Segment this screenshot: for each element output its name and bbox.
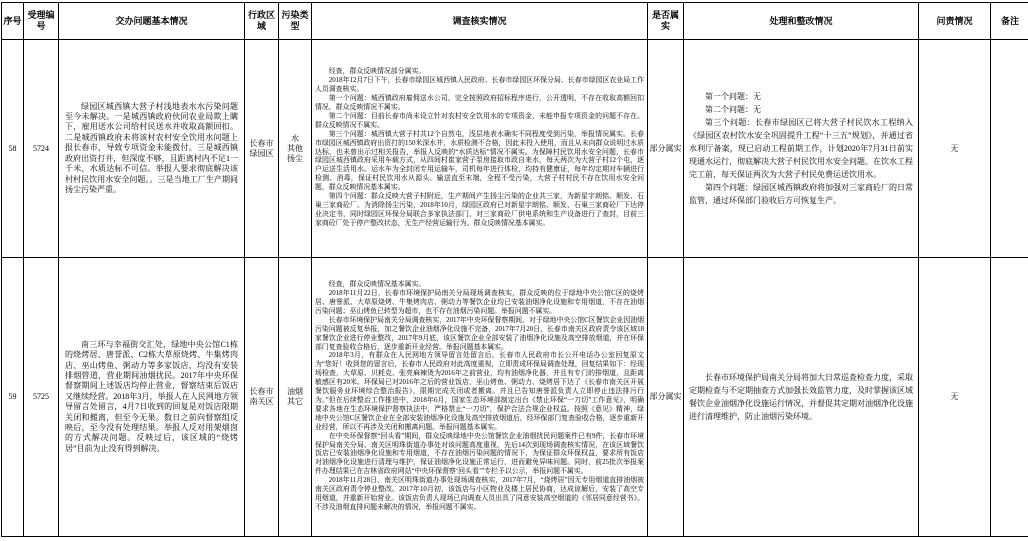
problem-text: 南三环与幸福街交汇处，绿地中央公馆C1栋的烧烤居、唐誉派、C2栋大草原烧烤、牛集烤肉店、巫山烤鱼、粥动力等多家饭店，均没有安装排烟管道，营业期间油烟扰民。2017年中央环保督察期间上述饭店均停止营业，督察结束后饭店又继续经营。2018年3月，举报人在人民网地方领导留言处留言，4月7日收到的回复是对饭店限期关闭和搬离，但至今无果。数日之前向督察组反映后，至今没有处理结果。举报人反对用架烟囱的方式解决问题。反映过后，该区域的“烧烤居”目前为止没有得到解决。 [65, 340, 238, 454]
pollution-type-cell [279, 40, 312, 258]
is-true-cell: 部分属实 [648, 258, 684, 537]
paragraph: 2018年11月28日，南关区明珠街道办事处现场调查核实，2017年7月，“烧烤居”因无专用烟道直排油烟被南关区政府责令停业整改。2017年10月初，该饭店与小区物业及楼上居民协商，达成谅解后，安装了高空专用烟道，并重新开始营业。该饭店负责人现场已向调查人员出具了同意安装高空烟道的《邻居同意经营书》。不涉及油烟直排问题未解决的情况，举报问题不属实。 [315, 477, 644, 513]
col-header-region: 行政区域 [245, 3, 279, 40]
seq-cell: 58 [2, 40, 24, 258]
col-header-is-true: 是否属实 [648, 3, 684, 40]
problem-cell [59, 40, 245, 258]
col-header-remark: 备注 [991, 3, 1028, 40]
col-header-handling: 处理和整改情况 [684, 3, 919, 40]
paragraph: 长春市环境保护局南关分局调查核实，2017年中央环保督察期间，对于绿地中央公馆C区餐饮企业因油烟污染问题被反复举报，加之餐饮企业油烟净化设施不完备，2017年7月20日，长春市南关区政府责令该区域18家餐饮企业进行停业整改，2017年9月底，该区餐饮企业全部安装了油烟净化设施及高空排放烟道，并在环保部门复查验收合格后，逐步重新开业经营。举报问题基本属实。 [315, 317, 644, 353]
col-header-investigation: 调查核实情况 [312, 3, 648, 40]
pollution-type-line: 其他 [279, 144, 311, 154]
col-header-problem: 交办问题基本情况 [59, 3, 245, 40]
accountability-cell: 无 [919, 40, 991, 258]
pollution-type-line: 油烟 [279, 387, 311, 397]
investigation-cell [312, 258, 648, 537]
paragraph: 第一个问题：无 [689, 90, 913, 103]
pollution-type-line: 其它 [279, 397, 311, 407]
paragraph: 长春市环境保护局南关分局将加大日常巡查检查力度，采取定期检查与不定期抽查方式加强长效监管力度，及时掌握该区域餐饮企业油烟净化设施运行情况，并督促其定期对油烟净化设施进行清理维护，防止油烟污染环境。 [689, 371, 913, 423]
seq-cell: 59 [2, 258, 24, 537]
paragraph: 第三个问题：城西镇大营子村共12个自然屯，浅层地表水确实不同程度受到污染，举报情况属实。长春市绿园区城西镇政府出资打的150米深水井，水质检测不合格，因此未投入使用，而且从未向群众说明过水质达标，也未曾出示过相关报告，举报人反映的“水质达标”情况不属实。为保障村民饮用水安全问题，长春市绿园区城西镇政府采用车载方式，从四间村崔家营子泵房接取市政自来水，每天两次为大营子村12个屯，逐户运送生活用水。运水车为全封闭专用运输车，司机每年进行体检，均持有健康证，每年均定期对车辆进行检测、消毒，保证村民饮用水从源头、输送直至末端，全程不受污染，大营子村村民不存在饮用水安全问题，群众反映情况基本属实。 [315, 131, 644, 193]
paragraph: 2018年11月22日，长春市环境保护局南关分局现场调查核实，群众反映的位于绿地中央公馆C区的烧烤居、唐誉派、大草原烧烤、牛集烤肉店、粥动力等餐饮企业均已安装油烟净化设施和专用烟道，不存在油烟污染问题；巫山烤鱼已转型为超市，也不存在油烟污染问题。举报问题不属实。 [315, 290, 644, 317]
problem-text: 绿园区城西镇大营子村浅地表水水污染问题至今未解决。一是城西镇政府伙同农业局欺上瞒下，雇用送水公司给村民送水并收取高额回扣。二是城西镇政府未将该村农村安全饮用水问题上报长春市，导致专项资金未能拨付。三是城西镇政府出资打井，但深度不够，且距离村内不足1一千米，水质达标不可信。举报人要求彻底解决该村村民饮用水安全问题。。三是当地工厂生产期间扬尘污染严重。 [65, 102, 238, 196]
paragraph: 第二个问题：无 [689, 103, 913, 116]
paragraph: 2018年3月，有群众在人民网地方领导留言处留言后，长春市人民政府市长公开电话办公室回复原文为“您好！收到您的留言后，长春市人民政府对此高度重视，立即责成环保局调查处理，回复结果如下：经现场检查，大草原、贝耗克、张亮麻辣烫为2016年之前营业，均有油烟净化器，并且有专门的排烟道，且距离敏感区有20米。环保局已对2016年之后的营业饭店，巫山烤鱼、粥动力、烧烤居下达了《长春市南关区开展餐饮服务业环境综合整治报告》，限期完成关闭或者搬离。并且已告知唐誉派负责人立即停止违法排污行为。”但在后续整治工作推进中，2018年6月，国家生态环境部制定出台《禁止环保“一刀切”工作意见》，明确要求各地在生态环境保护督察执法中，严格禁止“一刀切”，保护合法合规企业权益。按照《意见》精神，绿地中央公馆C区餐饮企业在全部安装油烟净化设施及高空排放烟道后，经环保部门复查验收合格，逐步重新开业经营，所以不再涉及关闭和搬离问题。举报问题基本属实。 [315, 352, 644, 432]
col-header-case-no: 受理编号 [24, 3, 59, 40]
accountability-cell: 无 [919, 258, 991, 537]
paragraph: 在中央环保督察“回头看”期间，群众反映绿地中央公馆餐饮企业油烟扰民问题案件已有9件，长春市环境保护局南关分局、南关区明珠街道办事处对该问题高度重视，先后14次到现场调查核实情况，在该区域餐饮饭店已安装油烟净化设施和专用烟道，不存在油烟污染问题的情况下，为保证群众环保权益，要求所有饭店对油烟净化设施进行清理与维护，保证油烟净化设施正常运行，进而避免异味问题。同时，前25批次举报案件办理结果已在吉林省政府网站“中央环保督察‘回头看’”专栏予以公示，举报问题不属实。 [315, 433, 644, 478]
pollution-type-cell [279, 258, 312, 537]
col-header-pollution-type: 污染类型 [279, 3, 312, 40]
col-header-accountability: 问责情况 [919, 3, 991, 40]
investigation-cell [312, 40, 648, 258]
handling-cell [684, 258, 919, 537]
paragraph: 第三个问题：长春市绿园区已将大营子村民饮水工程纳入《绿园区农村饮水安全巩固提升工程“十三五”规划》，并通过省水利厅备案，现已启动工程前期工作，计划2020年7月31日前实现通水运行，彻底解决大营子村民饮用水安全问题。在饮水工程完工前，每天保证两次为大营子村民免费运送饮用水。 [689, 116, 913, 181]
paragraph: 经查，群众反映情况基本属实。 [315, 281, 644, 290]
region-cell [245, 258, 279, 537]
table-row-58 [2, 40, 1028, 258]
handling-cell [684, 40, 919, 258]
case-no-cell: 5724 [24, 40, 59, 258]
complaint-handling-table [1, 2, 1028, 537]
pollution-type-line: 水 [279, 134, 311, 144]
region-line: 长春市 [245, 139, 278, 149]
pollution-type-line: 扬尘 [279, 154, 311, 164]
table-row-59 [2, 258, 1028, 537]
region-line: 绿园区 [245, 149, 278, 159]
col-header-seq: 序号 [2, 3, 24, 40]
paragraph: 第四个问题：绿园区城西镇政府将加强对三家商砼厂的日常监管，通过环保部门验收后方可恢复生产。 [689, 181, 913, 207]
region-line: 长春市 [245, 387, 278, 397]
paragraph: 经查，群众反映情况部分属实。 [315, 68, 644, 77]
header-row [2, 3, 1028, 40]
problem-cell [59, 258, 245, 537]
remark-cell [991, 40, 1028, 258]
case-no-cell: 5725 [24, 258, 59, 537]
region-line: 南关区 [245, 397, 278, 407]
paragraph: 第二个问题：目前长春市尚未设立针对农村安全饮用水的专项资金，未能申报专项资金的问题不存在。群众反映情况不属实。 [315, 113, 644, 131]
paragraph: 2018年12月7日下午，长春市绿园区城西镇人民政府、长春市绿园区环保分局、长春市绿园区农业局工作人员调查核实。 [315, 77, 644, 95]
region-cell [245, 40, 279, 258]
paragraph: 第一个问题：城西镇政府雇佣送水公司，完全按照政府招标程序进行，公开透明，不存在收取高额回扣情况，群众反映情况不属实。 [315, 95, 644, 113]
paragraph: 第四个问题：群众反映大营子村附近，生产期间产生扬尘污染的企业共三家，为新星宇朗铭、顺发、石巢三家商砼厂。为消除扬尘污染，2018年10月，绿园区政府已对新星宇朗铭、顺发、石巢三家商砼厂下达停业决定书，同时绿园区环保分局联合多家执法部门，对三家商砼厂供电系统和生产设备进行了查封，目前三家商砼厂处于停产整改状态，无生产经营运输行为。群众反映情况基本属实。 [315, 193, 644, 229]
is-true-cell: 部分属实 [648, 40, 684, 258]
remark-cell [991, 258, 1028, 537]
